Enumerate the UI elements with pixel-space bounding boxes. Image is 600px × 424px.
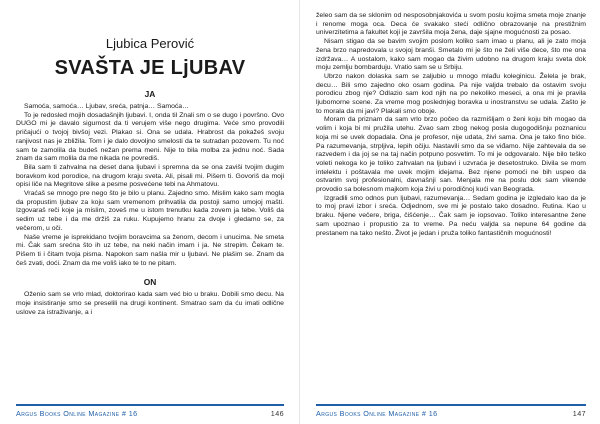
paragraph: Izgradili smo odnos pun ljubavi, razumevanja… Sedam godina je izgledalo kao da je to moj pravi izbor i sreća. Odjednom, sve mi je postalo tako dosadno. Rutina. Kao u braku. Njene večere, briga, čišćenje… Čak sam je iopsovao. Toliko interesantne žene sam upoznao i propustio za to vreme. Pa neću valjda sa nepune 64 godine da prestanem na tako nešto. Život je jedan i pruža toliko fantastičnih mogućnosti! bbox=[316, 194, 586, 237]
page-number: 147 bbox=[572, 409, 586, 418]
page-footer-right bbox=[316, 404, 586, 420]
page-number: 146 bbox=[270, 409, 284, 418]
paragraph: Oženio sam se vrlo mlad, doktorirao kada sam već bio u braku. Dobili smo decu. Na moje insistiranje smo se preselili na drugi kontinent. Smatrao sam da ću imati odlične uslove za istraživanje, a i bbox=[16, 291, 284, 316]
paragraph: Naše vreme je isprekidano tvojim boravcima sa ženom, decom i unucima. Ne smeta mi. Čak sam srećna što ih uz tebe, na neki način imam i ja. Ne strepim. Čekam te. Pišem ti i čitam tvoja pisma. Napokon sam našla mir u ljubavi. Ne plašim se. Znam da češ zvati, doći. Znam da me voliš iako te to ne pitam. bbox=[16, 233, 284, 267]
page-footer-left bbox=[16, 404, 284, 420]
author-name: Ljubica Perović bbox=[105, 36, 195, 51]
paragraph: Bila sam ti zahvalna na deset dana ljubavi i spremna da se ona zaviši tvojim dugim boravkom kod porodice, na drugom kraju sveta. Ali, pisali mi. Pišem ti. Govoriš da moji opisi liče na Megritove slike a pesme posvećene tebi na Ahmatovu. bbox=[16, 163, 284, 189]
paragraph: Vraćaš se mnogo pre nego što je bilo u planu. Zajedno smo. Mislim kako sam mogla da propustim ljubav za koju sam vremenom prihvatila da postoji samo umojoj mašti. Izgovaraš reči koje ja mislim, zoveš me u istom trenutku kada zovem ja tebe. Voliš da sedim uz tebe i da me držiš za ruku. Kupujemo hranu za dvoje i gledamo se, za večerom, u oči. bbox=[16, 190, 284, 232]
right-page bbox=[300, 0, 600, 424]
paragraph: To je redosled mojih dosadašnjih ljubavi. I, onda til Znali sm o se dugo i površno. Ovo DUGO mi je davalo sigurnost da ti verujem više nego drugima. Veće smo provodili pričajući o tvojoj bivšoj vezi. Plakao si. Ona se udala. Hrabrost da pokažeš svoju ranjivost nas je zbližila. Tom i je dalo dovoljno smelosti da te sutradan pozovem. Tu noć sam te zamolila da budeš nežan prema meni. Nije to bila molba za jednu noć. Sada znam da sam molila da me nikada ne povrediš. bbox=[16, 111, 284, 163]
paragraph: Moram da priznam da sam vrlo brzo počeo da razmišljam o ženi koju bih mogao da volim i koja bi mi pružila utehu. Zvao sam zbog nekog posla dugogodišnju poznanicu koja mi se uvek dopadala. Ona je profesor, nije udata, živi sama. Ona je tako fino biće. Pa razumevanja, strpljiva, lepih očiju. Nastavili smo da se viđamo. Nije zahtevala da se razvedem i da joj se na taj način potpuno posvetim. To mi je odgovaralo. Nije bilo teško voleti nekoga ko je toliko zahvalan na ljubavi i uzvraća je desetostruko. Divila se mom intelektu i poštavala me uvek mojim idejama. Bez njene pomoći ne bih uspeo da ostvarim svoj profesionalni, davnašnji san. Menjala me na poslu dok sam vikende provodio sa bolesnom majkom koja živi u porodičnoj kući van Beograda. bbox=[316, 116, 586, 194]
footer-rule bbox=[16, 404, 284, 406]
article-title: SVAŠTA JE LjUBAV bbox=[54, 57, 246, 79]
section-heading-ja: JA bbox=[144, 89, 156, 99]
paragraph: Samoća, samoća… Ljubav, sreća, patnja… Samoća… bbox=[24, 103, 189, 110]
paragraph: želeo sam da se sklonim od nesposobnjakovića u svom poslu kojima smeta moje znanje i renome moga oca. Deca će svakako steći odlično obrazovanje na prestižnim univerzitetima a fakultet koji je završila moja žena, daje sjajne mogućnosti za posao. bbox=[316, 12, 586, 37]
section-ja-body bbox=[16, 103, 284, 268]
section-heading-on: ON bbox=[143, 277, 157, 288]
footer-magazine-name: Argus Books Online Magazine # 16 bbox=[16, 409, 138, 418]
footer-magazine-name: Argus Books Online Magazine # 16 bbox=[316, 409, 438, 418]
footer-rule bbox=[316, 404, 586, 406]
paragraph: Nisam stigao da se bavim svojim poslom koliko sam imao u planu, ali je zato moja žena brzo napredovala u svojoj branši. Smetalo mi je što ne želi više dece, što me ona izdržava… A uostalom, kako sam mogao da živim udobno na drugom kraju sveta dok moju zemlju bombarduju. Vratio sam se u Srbiju. bbox=[316, 38, 586, 72]
paragraph: Ubrzo nakon dolaska sam se zaljubio u mnogo mlađu koleginicu. Želela je brak, decu… Bili smo zajedno oko osam godina. Pa nije valjda trebalo da ostavim svoju porodicu zbog nje? Odlazio sam kod njih na po nekoliko meseci, a ona mi je pravila ljubomorne scene. Za vreme mog poslednjeg boravka u inostranstvu se udala. Zašto je to morala da mi javi? Plakali smo oboje. bbox=[316, 72, 586, 115]
right-page-body bbox=[316, 12, 586, 238]
section-on-body bbox=[16, 291, 284, 317]
